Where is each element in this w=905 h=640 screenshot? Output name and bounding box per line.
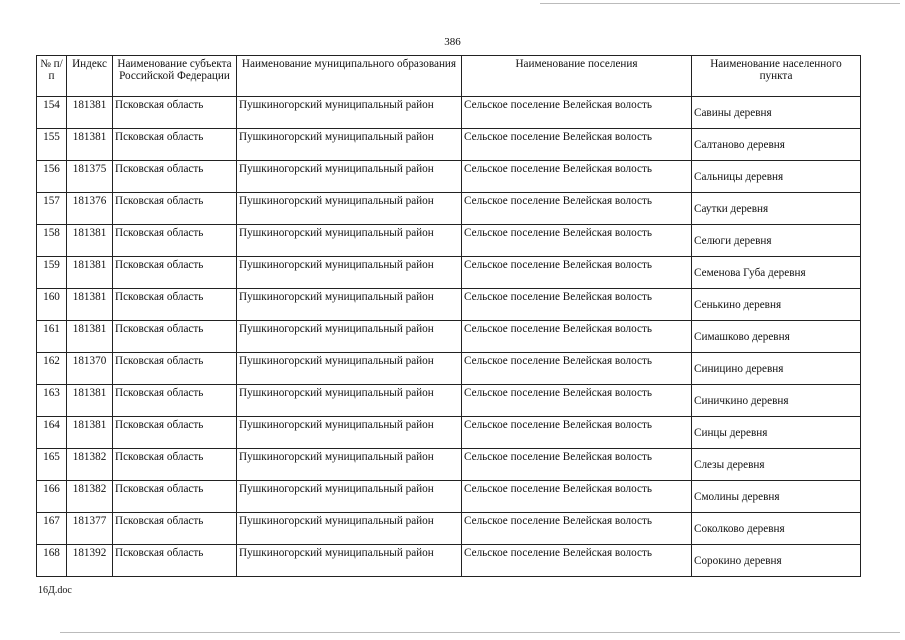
cell-locality: Салтаново деревня	[692, 129, 861, 161]
cell-settlement: Сельское поселение Велейская волость	[462, 129, 692, 161]
cell-index: 181370	[67, 353, 113, 385]
cell-municipality: Пушкиногорский муниципальный район	[237, 289, 462, 321]
cell-num: 158	[37, 225, 67, 257]
cell-subject: Псковская область	[113, 353, 237, 385]
cell-locality: Соколково деревня	[692, 513, 861, 545]
cell-locality: Савины деревня	[692, 97, 861, 129]
cell-locality: Синицино деревня	[692, 353, 861, 385]
cell-num: 161	[37, 321, 67, 353]
cell-municipality: Пушкиногорский муниципальный район	[237, 353, 462, 385]
cell-locality: Слезы деревня	[692, 449, 861, 481]
cell-index: 181381	[67, 129, 113, 161]
cell-municipality: Пушкиногорский муниципальный район	[237, 385, 462, 417]
cell-num: 162	[37, 353, 67, 385]
cell-index: 181381	[67, 321, 113, 353]
cell-municipality: Пушкиногорский муниципальный район	[237, 417, 462, 449]
table-row	[37, 161, 861, 193]
table-row	[37, 513, 861, 545]
cell-num: 165	[37, 449, 67, 481]
cell-settlement: Сельское поселение Велейская волость	[462, 225, 692, 257]
cell-index: 181392	[67, 545, 113, 577]
scan-artifact-top	[540, 3, 900, 4]
table-row	[37, 289, 861, 321]
cell-subject: Псковская область	[113, 321, 237, 353]
header-locality: Наименование населенного пункта	[692, 56, 861, 97]
cell-municipality: Пушкиногорский муниципальный район	[237, 161, 462, 193]
cell-settlement: Сельское поселение Велейская волость	[462, 161, 692, 193]
cell-index: 181381	[67, 225, 113, 257]
cell-settlement: Сельское поселение Велейская волость	[462, 481, 692, 513]
cell-index: 181381	[67, 97, 113, 129]
cell-index: 181381	[67, 289, 113, 321]
cell-settlement: Сельское поселение Велейская волость	[462, 257, 692, 289]
cell-num: 164	[37, 417, 67, 449]
table-header-row	[37, 56, 861, 97]
cell-index: 181381	[67, 257, 113, 289]
cell-municipality: Пушкиногорский муниципальный район	[237, 257, 462, 289]
cell-subject: Псковская область	[113, 193, 237, 225]
cell-locality: Сальницы деревня	[692, 161, 861, 193]
table-row	[37, 129, 861, 161]
cell-index: 181375	[67, 161, 113, 193]
cell-settlement: Сельское поселение Велейская волость	[462, 385, 692, 417]
cell-municipality: Пушкиногорский муниципальный район	[237, 481, 462, 513]
cell-locality: Селюги деревня	[692, 225, 861, 257]
header-index: Индекс	[67, 56, 113, 97]
cell-locality: Смолины деревня	[692, 481, 861, 513]
cell-num: 159	[37, 257, 67, 289]
table-row	[37, 225, 861, 257]
cell-locality: Синичкино деревня	[692, 385, 861, 417]
header-settlement: Наименование поселения	[462, 56, 692, 97]
header-subject: Наименование субъекта Российской Федерации	[113, 56, 237, 97]
cell-settlement: Сельское поселение Велейская волость	[462, 193, 692, 225]
cell-municipality: Пушкиногорский муниципальный район	[237, 225, 462, 257]
table-row	[37, 321, 861, 353]
cell-num: 163	[37, 385, 67, 417]
table-row	[37, 417, 861, 449]
cell-settlement: Сельское поселение Велейская волость	[462, 545, 692, 577]
cell-municipality: Пушкиногорский муниципальный район	[237, 545, 462, 577]
header-municipality: Наименование муниципального образования	[237, 56, 462, 97]
cell-num: 166	[37, 481, 67, 513]
cell-num: 168	[37, 545, 67, 577]
cell-subject: Псковская область	[113, 225, 237, 257]
scan-artifact-bottom	[60, 632, 900, 633]
cell-municipality: Пушкиногорский муниципальный район	[237, 449, 462, 481]
table-row	[37, 481, 861, 513]
cell-subject: Псковская область	[113, 545, 237, 577]
cell-locality: Семенова Губа деревня	[692, 257, 861, 289]
cell-num: 167	[37, 513, 67, 545]
table-row	[37, 353, 861, 385]
table-row	[37, 257, 861, 289]
cell-num: 154	[37, 97, 67, 129]
cell-subject: Псковская область	[113, 161, 237, 193]
table-row	[37, 545, 861, 577]
cell-index: 181381	[67, 417, 113, 449]
footer-file-name: 16Д.doc	[38, 585, 72, 596]
page-number: 386	[444, 36, 461, 48]
cell-num: 155	[37, 129, 67, 161]
cell-settlement: Сельское поселение Велейская волость	[462, 289, 692, 321]
cell-locality: Саутки деревня	[692, 193, 861, 225]
cell-municipality: Пушкиногорский муниципальный район	[237, 129, 462, 161]
cell-num: 160	[37, 289, 67, 321]
cell-settlement: Сельское поселение Велейская волость	[462, 353, 692, 385]
cell-municipality: Пушкиногорский муниципальный район	[237, 97, 462, 129]
cell-municipality: Пушкиногорский муниципальный район	[237, 321, 462, 353]
cell-subject: Псковская область	[113, 385, 237, 417]
cell-locality: Сенькино деревня	[692, 289, 861, 321]
cell-subject: Псковская область	[113, 417, 237, 449]
table-row	[37, 97, 861, 129]
cell-settlement: Сельское поселение Велейская волость	[462, 417, 692, 449]
table-row	[37, 193, 861, 225]
cell-num: 157	[37, 193, 67, 225]
table-row	[37, 385, 861, 417]
cell-num: 156	[37, 161, 67, 193]
cell-locality: Синцы деревня	[692, 417, 861, 449]
cell-subject: Псковская область	[113, 129, 237, 161]
table-row	[37, 449, 861, 481]
cell-settlement: Сельское поселение Велейская волость	[462, 321, 692, 353]
cell-index: 181377	[67, 513, 113, 545]
cell-municipality: Пушкиногорский муниципальный район	[237, 513, 462, 545]
cell-subject: Псковская область	[113, 289, 237, 321]
cell-settlement: Сельское поселение Велейская волость	[462, 449, 692, 481]
cell-index: 181382	[67, 481, 113, 513]
cell-locality: Сорокино деревня	[692, 545, 861, 577]
header-num: № п/п	[37, 56, 67, 97]
cell-locality: Симашково деревня	[692, 321, 861, 353]
cell-subject: Псковская область	[113, 97, 237, 129]
cell-index: 181381	[67, 385, 113, 417]
cell-subject: Псковская область	[113, 513, 237, 545]
cell-settlement: Сельское поселение Велейская волость	[462, 97, 692, 129]
cell-subject: Псковская область	[113, 257, 237, 289]
localities-table	[36, 55, 861, 577]
cell-municipality: Пушкиногорский муниципальный район	[237, 193, 462, 225]
cell-index: 181382	[67, 449, 113, 481]
cell-index: 181376	[67, 193, 113, 225]
cell-settlement: Сельское поселение Велейская волость	[462, 513, 692, 545]
cell-subject: Псковская область	[113, 449, 237, 481]
cell-subject: Псковская область	[113, 481, 237, 513]
